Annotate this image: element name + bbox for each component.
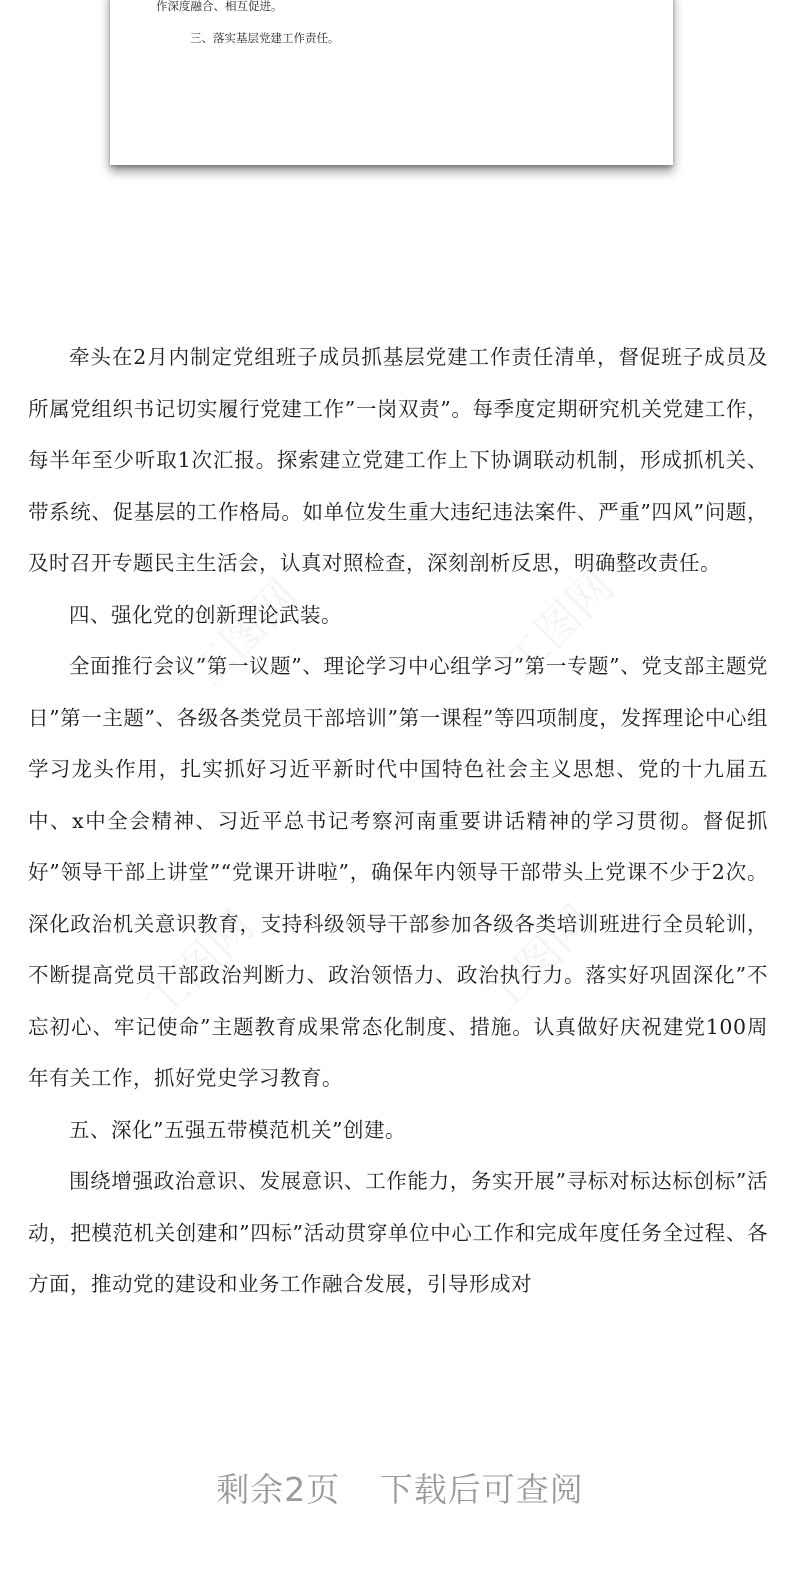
- preview-page-card: [110, 0, 673, 165]
- preview-text-line: 作深度融合、相互促进。: [156, 0, 283, 13]
- document-body: [28, 332, 768, 1311]
- remaining-pages-label: 剩余2页: [216, 1470, 341, 1509]
- paragraph-theory-study: 全面推行会议”第一议题”、理论学习中心组学习”第一专题”、党支部主题党日”第一主题”、各级各类党员干部培训”第一课程”等四项制度，发挥理论中心组学习龙头作用，扎实抓好习近平新时代中国特色社会主义思想、党的十九届五中、x中全会精神、习近平总书记考察河南重要讲话精神的学习贯彻。督促抓好”领导干部上讲堂”“党课开讲啦”，确保年内领导干部带头上党课不少于2次。深化政治机关意识教育，支持科级领导干部参加各级各类培训班进行全员轮训，不断提高党员干部政治判断力、政治领悟力、政治执行力。落实好巩固深化”不忘初心、牢记使命”主题教育成果常态化制度、措施。认真做好庆祝建党100周年有关工作，抓好党史学习教育。: [28, 654, 768, 1090]
- download-prompt[interactable]: [0, 1464, 800, 1511]
- section-heading-5: 五、深化”五强五带模范机关”创建。: [69, 1117, 406, 1142]
- section-heading-4: 四、强化党的创新理论武装。: [69, 602, 342, 627]
- paragraph-responsibility: 牵头在2月内制定党组班子成员抓基层党建工作责任清单，督促班子成员及所属党组织书记切实履行党建工作”一岗双责”。每季度定期研究机关党建工作，每半年至少听取1次汇报。探索建立党建工作上下协调联动机制，形成抓机关、带系统、促基层的工作格局。如单位发生重大违纪违法案件、严重”四风”问题，及时召开专题民主生活会，认真对照检查，深刻剖析反思，明确整改责任。: [28, 345, 768, 575]
- paragraph-model-organ: 围绕增强政治意识、发展意识、工作能力，务实开展”寻标对标达标创标”活动，把模范机关创建和”四标”活动贯穿单位中心工作和完成年度任务全过程、各方面，推动党的建设和业务工作融合发展，引导形成对: [28, 1169, 768, 1296]
- preview-heading-line: 三、落实基层党建工作责任。: [190, 31, 340, 45]
- download-to-view-label: 下载后可查阅: [379, 1470, 584, 1509]
